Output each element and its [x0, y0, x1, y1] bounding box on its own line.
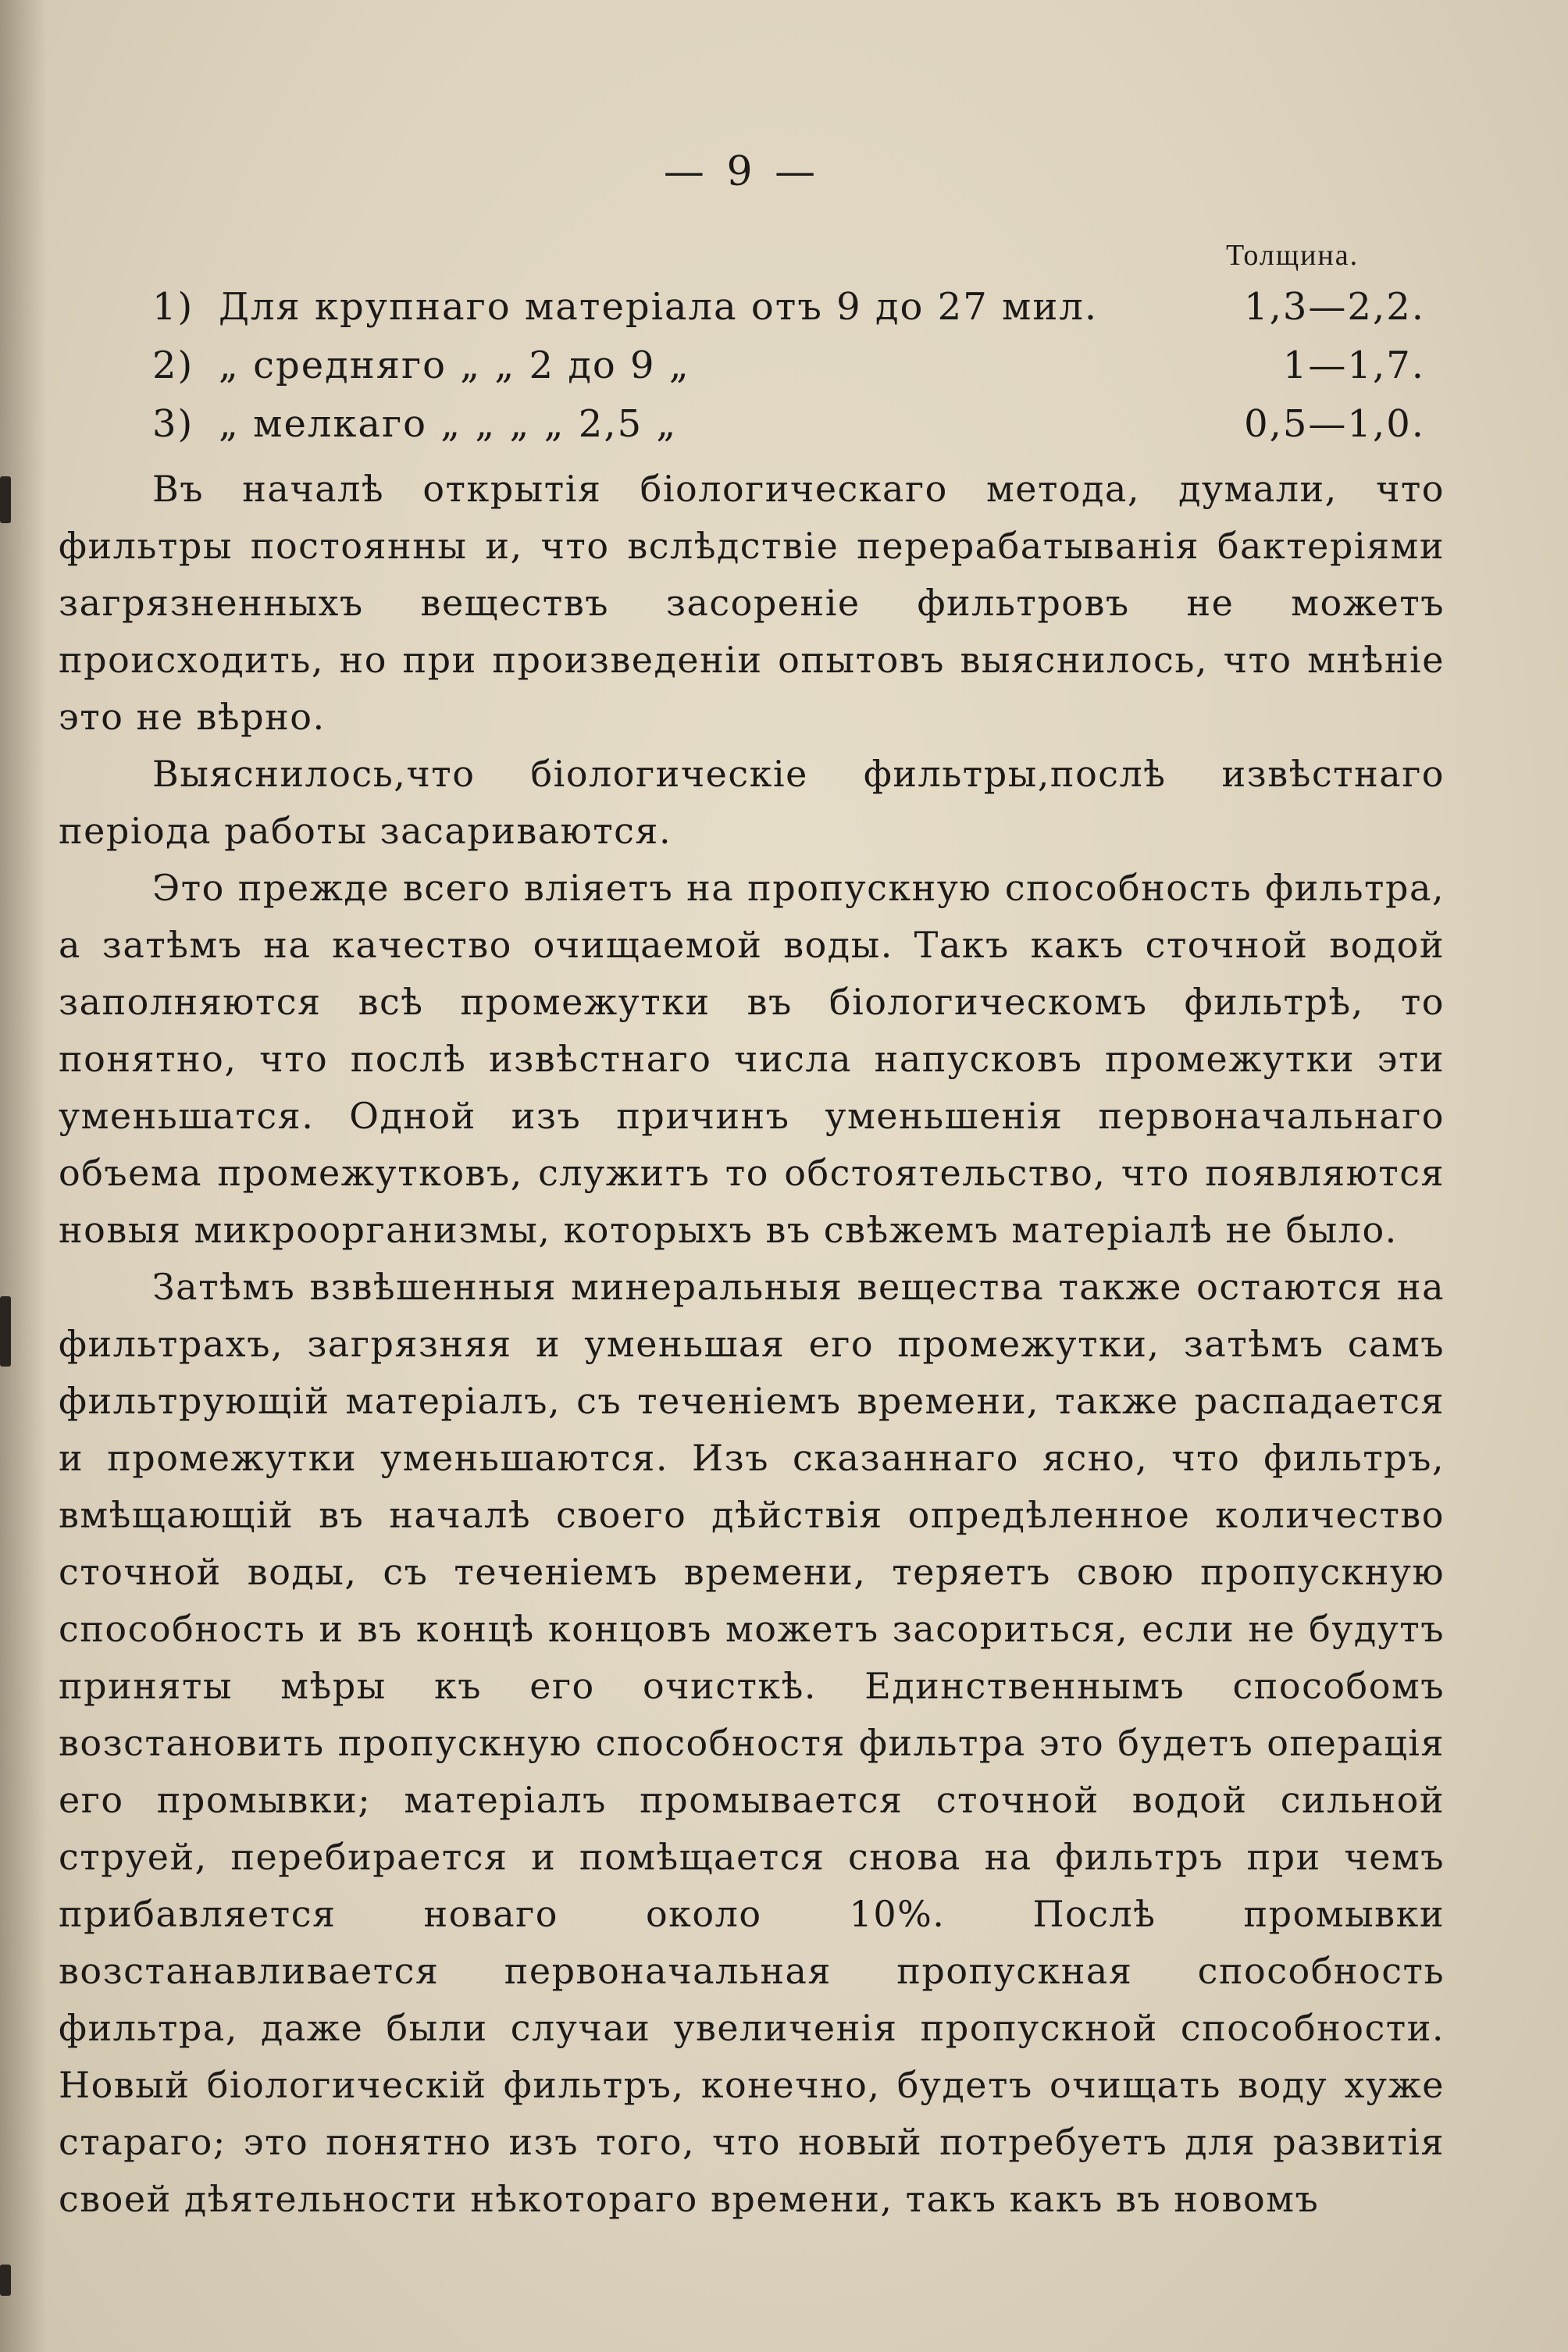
grade-number: 1): [152, 285, 194, 329]
paragraph: Выяснилось,что біологическіе фильтры,послѣ извѣстнаго періода работы засариваются.: [59, 753, 1445, 852]
grade-number: 2): [152, 344, 194, 387]
page-edge-mark: [0, 2265, 11, 2296]
material-grade-row: [152, 402, 1425, 458]
material-grade-row: [152, 285, 1425, 341]
grade-thickness: 0,5—1,0.: [1244, 402, 1425, 446]
paragraph: Затѣмъ взвѣшенныя минеральныя вещества также остаются на фильтрахъ, загрязняя и уменьшая его промежутки, затѣмъ самъ фильтрующій матеріалъ, съ теченіемъ времени, также распадается и промежутки уменьшаются. Изъ сказаннаго ясно, что фильтръ, вмѣщающій въ началѣ своего дѣйствія опредѣленное количество сточной воды, съ теченіемъ времени, теряетъ свою пропускную способность и въ концѣ концовъ можетъ засориться, если не будутъ приняты мѣры къ его очисткѣ. Единственнымъ способомъ возстановить пропускную способностя фильтра это будетъ операція его промывки; матеріалъ промывается сточной водой сильной струей, перебирается и помѣщается снова на фильтръ при чемъ прибавляется новаго около 10%. Послѣ промывки возстанавливается первоначальная пропускная способность фильтра, даже были случаи увеличенія пропускной способности. Новый біологическій фильтръ, конечно, будетъ очищать воду хуже стараго; это понятно изъ того, что новый потребуетъ для развитія своей дѣятельности нѣкотораго времени, такъ какъ въ новомъ: [59, 1266, 1445, 2220]
grade-description: Для крупнаго матеріала отъ 9 до 27 мил.: [219, 285, 1099, 329]
grade-description: „ мелкаго „ „ „ „ 2,5 „: [219, 402, 678, 446]
grade-thickness: 1,3—2,2.: [1244, 285, 1425, 329]
page-edge-mark: [0, 476, 11, 523]
thickness-column-header: Толщина.: [1226, 239, 1360, 272]
page-gutter-shadow: [0, 0, 47, 2352]
page-edge-mark: [0, 1296, 11, 1367]
material-grade-row: [152, 344, 1425, 400]
grade-number: 3): [152, 402, 194, 446]
paragraph: Въ началѣ открытія біологическаго метода, думали, что фильтры постоянны и, что вслѣдствіе перерабатыванія бактеріями загрязненныхъ веществъ засореніе фильтровъ не можетъ происходить, но при произведеніи опытовъ выяснилось, что мнѣніе это не вѣрно.: [59, 468, 1445, 738]
paragraph: Это прежде всего вліяетъ на пропускную способность фильтра, а затѣмъ на качество очищаемой воды. Такъ какъ сточной водой заполняются всѣ промежутки въ біологическомъ фильтрѣ, то понятно, что послѣ извѣстнаго числа напусковъ промежутки эти уменьшатся. Одной изъ причинъ уменьшенія первоначальнаго объема промежутковъ, служитъ то обстоятельство, что появляются новыя микроорганизмы, которыхъ въ свѣжемъ матеріалѣ не было.: [59, 867, 1445, 1251]
body-text: [59, 461, 1445, 2228]
page-number: — 9 —: [663, 148, 821, 195]
grade-description: „ средняго „ „ 2 до 9 „: [219, 344, 690, 387]
grade-thickness: 1—1,7.: [1282, 344, 1425, 387]
